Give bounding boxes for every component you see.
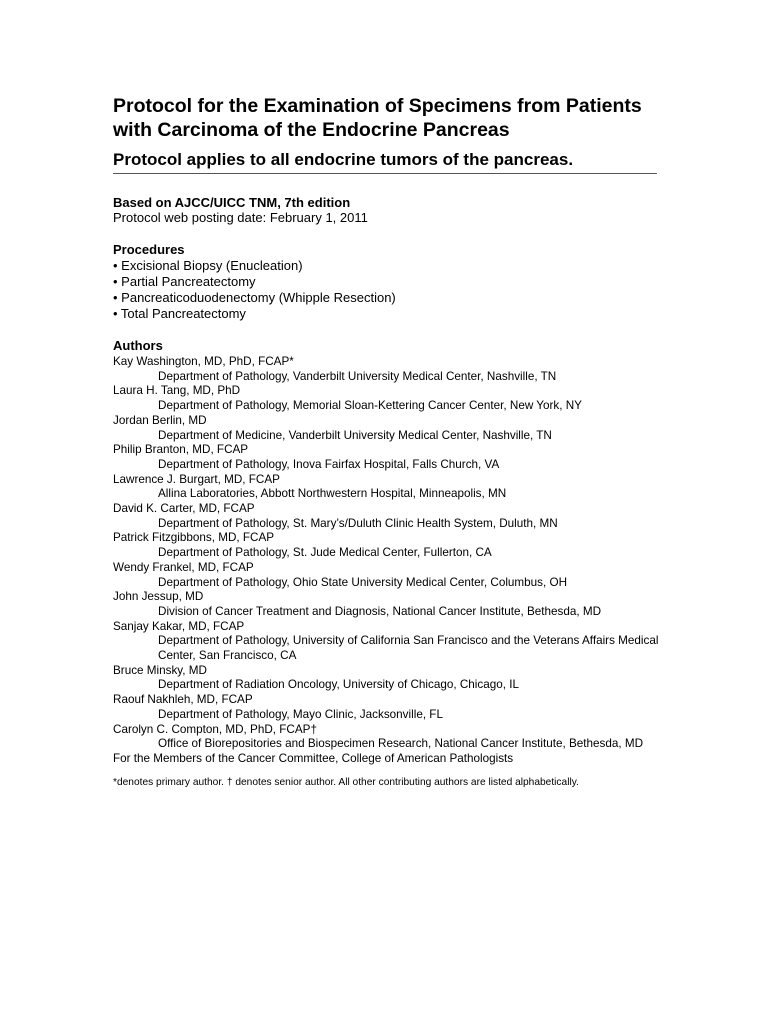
authors-heading: Authors <box>113 338 163 353</box>
author-affiliation: Department of Pathology, Mayo Clinic, Jacksonville, FL <box>158 707 443 721</box>
procedure-item: • Pancreaticoduodenectomy (Whipple Resection) <box>113 290 396 305</box>
procedures-heading: Procedures <box>113 242 185 257</box>
author-name: Philip Branton, MD, FCAP <box>113 443 249 457</box>
author-name: Wendy Frankel, MD, FCAP <box>113 560 254 574</box>
procedure-item: • Partial Pancreatectomy <box>113 274 256 289</box>
edition-line: Based on AJCC/UICC TNM, 7th edition <box>113 195 351 210</box>
author-name: David K. Carter, MD, FCAP <box>113 502 255 516</box>
document-body <box>113 94 657 789</box>
procedure-item: • Excisional Biopsy (Enucleation) <box>113 258 303 273</box>
author-name: Lawrence J. Burgart, MD, FCAP <box>113 472 280 486</box>
author-affiliation: Department of Radiation Oncology, University of Chicago, Chicago, IL <box>158 678 519 692</box>
author-affiliation: Division of Cancer Treatment and Diagnosis, National Cancer Institute, Bethesda, MD <box>158 604 602 618</box>
author-affiliation: Department of Pathology, St. Mary’s/Duluth Clinic Health System, Duluth, MN <box>158 516 558 530</box>
procedure-item: • Total Pancreatectomy <box>113 306 246 321</box>
authors-closing: For the Members of the Cancer Committee, College of American Pathologists <box>113 751 514 765</box>
author-name: Patrick Fitzgibbons, MD, FCAP <box>113 531 275 545</box>
author-affiliation: Department of Pathology, Memorial Sloan-Kettering Cancer Center, New York, NY <box>158 399 582 413</box>
author-name: Kay Washington, MD, PhD, FCAP* <box>113 355 294 368</box>
author-affiliation: Department of Pathology, Inova Fairfax Hospital, Falls Church, VA <box>158 457 500 471</box>
author-name: Bruce Minsky, MD <box>113 663 207 677</box>
author-affiliation: Department of Pathology, Vanderbilt University Medical Center, Nashville, TN <box>158 369 557 383</box>
author-name: John Jessup, MD <box>113 590 204 604</box>
author-name: Jordan Berlin, MD <box>113 413 207 427</box>
author-affiliation: Allina Laboratories, Abbott Northwestern Hospital, Minneapolis, MN <box>158 487 507 501</box>
author-name: Raouf Nakhleh, MD, FCAP <box>113 693 253 707</box>
author-affiliation: Department of Medicine, Vanderbilt University Medical Center, Nashville, TN <box>158 428 552 442</box>
document-subtitle: Protocol applies to all endocrine tumors of the pancreas. <box>113 150 657 174</box>
author-name: Laura H. Tang, MD, PhD <box>113 384 241 398</box>
author-name: Carolyn C. Compton, MD, PhD, FCAP† <box>113 722 317 736</box>
footnote: *denotes primary author. † denotes senior author. All other contributing authors are listed alphabetically. <box>113 776 579 788</box>
document-title: Protocol for the Examination of Specimens from Patients with Carcinoma of the Endocrine Pancreas <box>113 95 642 141</box>
author-affiliation: Office of Biorepositories and Biospecimen Research, National Cancer Institute, Bethesda, MD <box>158 737 644 751</box>
author-name: Sanjay Kakar, MD, FCAP <box>113 619 245 633</box>
author-affiliation: Department of Pathology, University of California San Francisco and the Veterans Affairs Medical Center, San Francisco, CA <box>158 634 659 663</box>
authors-list <box>113 355 657 767</box>
author-affiliation: Department of Pathology, St. Jude Medical Center, Fullerton, CA <box>158 546 492 560</box>
author-affiliation: Department of Pathology, Ohio State University Medical Center, Columbus, OH <box>158 575 568 589</box>
procedures-list <box>113 258 657 322</box>
posting-date: Protocol web posting date: February 1, 2011 <box>113 210 368 225</box>
